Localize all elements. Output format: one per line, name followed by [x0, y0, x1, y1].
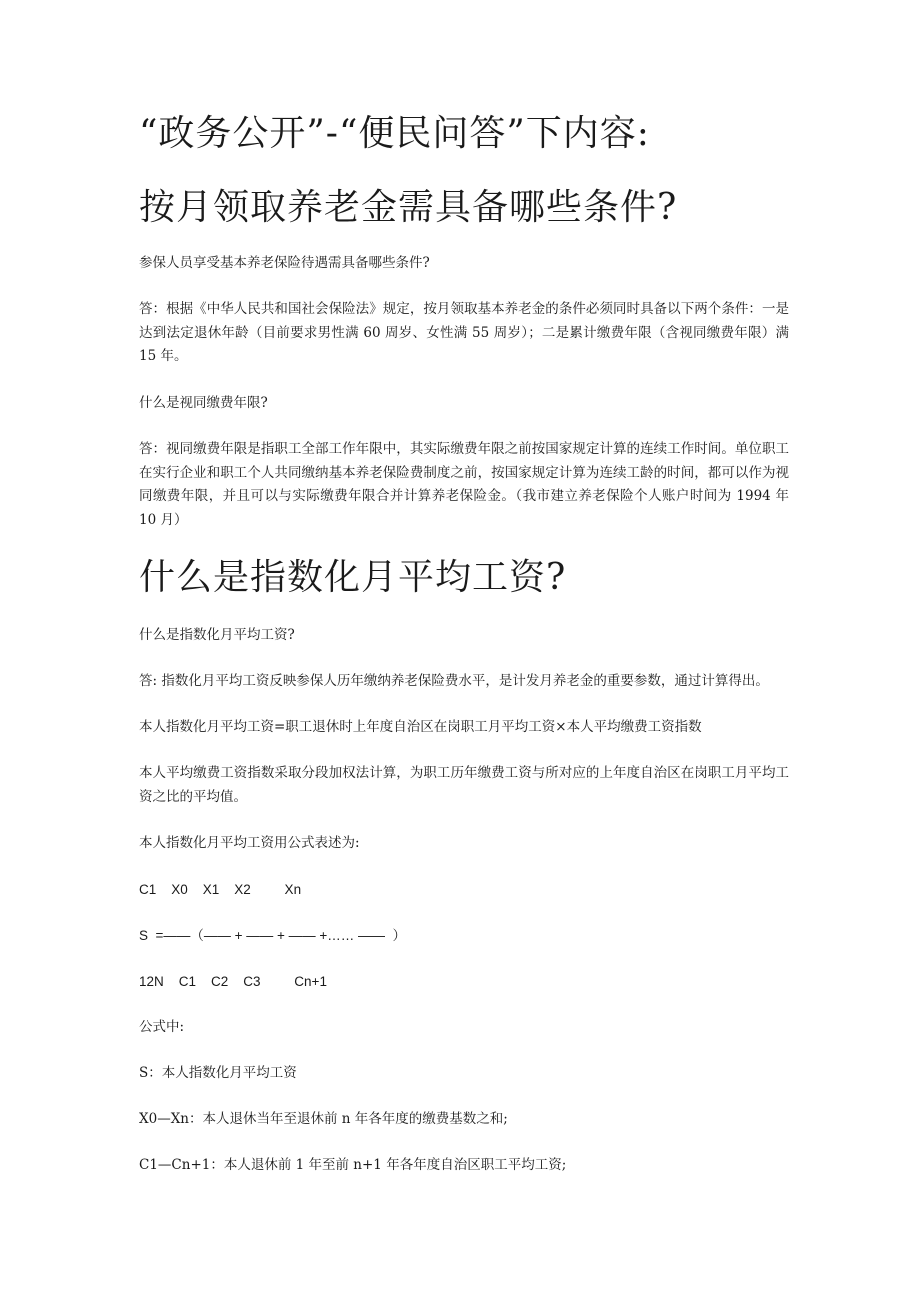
- definition-x: X0—Xn：本人退休当年至退休前 n 年各年度的缴费基数之和;: [139, 1111, 508, 1127]
- question-paragraph: 参保人员享受基本养老保险待遇需具备哪些条件?: [139, 255, 430, 271]
- formula-line-numerators: C1 X0 X1 X2 Xn: [139, 882, 302, 897]
- definition-c: C1—Cn+1：本人退休前 1 年至前 n+1 年各年度自治区职工平均工资;: [139, 1157, 567, 1173]
- formula-line-main: S =——（—— + —— + —— +…… —— ）: [139, 928, 407, 943]
- answer-paragraph: 答: 指数化月平均工资反映参保人历年缴纳养老保险费水平，是计发月养老金的重要参数，通过计算得出。: [139, 673, 769, 689]
- index-description: 本人平均缴费工资指数采取分段加权法计算，为职工历年缴费工资与所对应的上年度自治区在岗职工月平均工资之比的平均值。: [139, 765, 789, 805]
- formula-description: 本人指数化月平均工资=职工退休时上年度自治区在岗职工月平均工资×本人平均缴费工资指数: [139, 719, 702, 735]
- question-paragraph: 什么是指数化月平均工资?: [139, 627, 295, 643]
- definition-s: S：本人指数化月平均工资: [139, 1065, 297, 1081]
- answer-paragraph: 答：视同缴费年限是指职工全部工作年限中，其实际缴费年限之前按国家规定计算的连续工作时间。单位职工在实行企业和职工个人共同缴纳基本养老保险费制度之前，按国家规定计算为连续工龄的时间，都可以作为视同缴费年限，并且可以与实际缴费年限合并计算养老保险金。（我市建立养老保险个人账户时间为 1994 年 10 月）: [139, 441, 789, 528]
- answer-paragraph: 答：根据《中华人民共和国社会保险法》规定，按月领取基本养老金的条件必须同时具备以下两个条件：一是达到法定退休年龄（目前要求男性满 60 周岁、女性满 55 周岁）；二是累计缴费年限（含视同缴费年限）满 15 年。: [139, 301, 789, 364]
- formula-line-denominators: 12N C1 C2 C3 Cn+1: [139, 974, 327, 989]
- question-paragraph: 什么是视同缴费年限?: [139, 395, 268, 411]
- formula-where: 公式中:: [139, 1019, 185, 1035]
- formula-intro: 本人指数化月平均工资用公式表述为:: [139, 835, 360, 851]
- question-heading-pension-conditions: 按月领取养老金需具备哪些条件?: [139, 187, 678, 228]
- main-heading: “政务公开”-“便民问答”下内容:: [139, 113, 650, 154]
- question-heading-indexed-wage: 什么是指数化月平均工资?: [139, 557, 567, 598]
